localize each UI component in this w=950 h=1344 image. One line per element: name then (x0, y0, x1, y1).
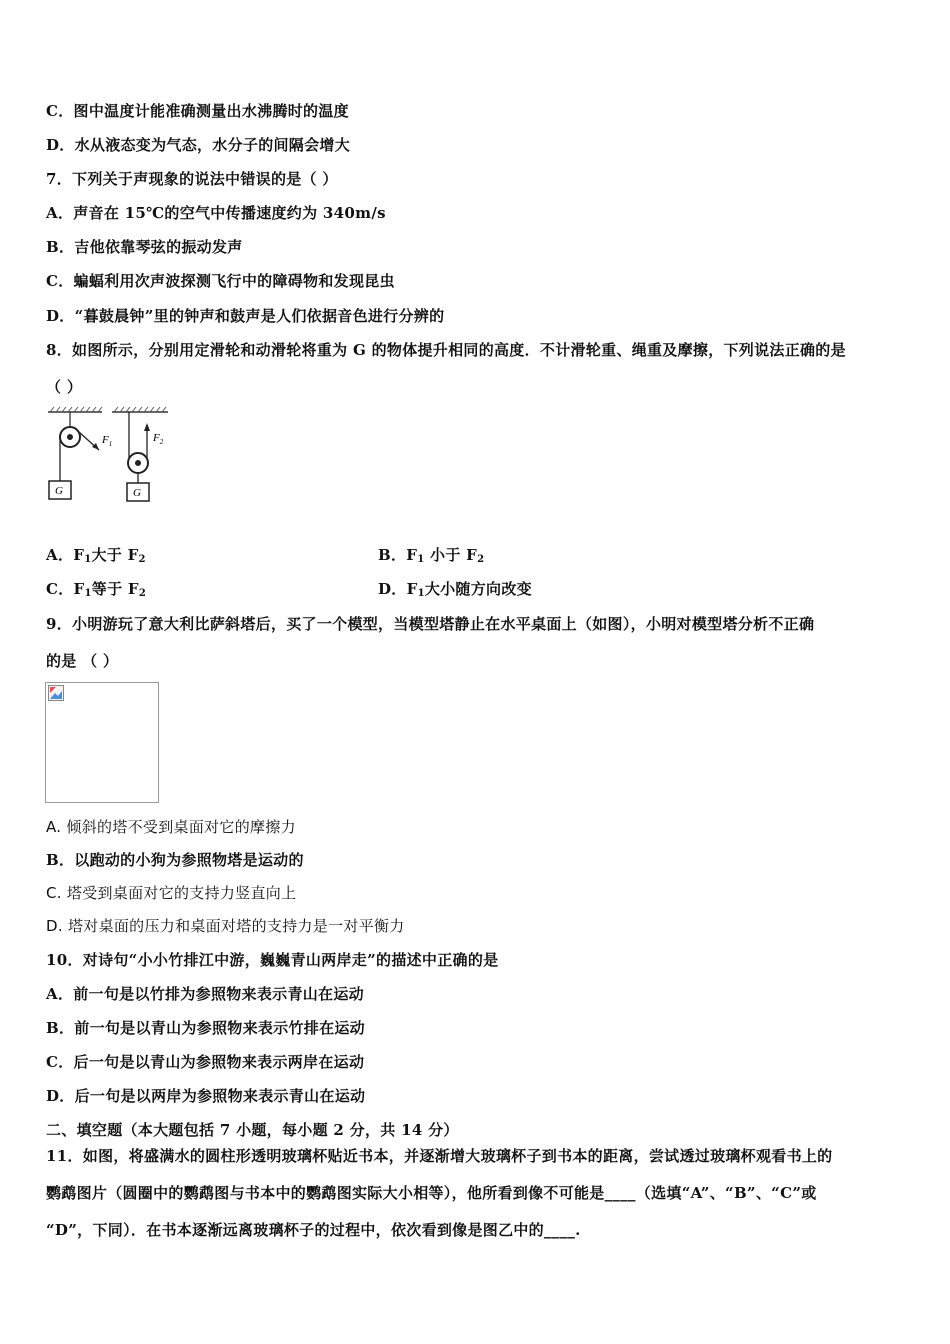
q10-option-c: C．后一句是以青山为参照物来表示两岸在运动 (46, 1053, 365, 1071)
q7-option-a: A．声音在 15℃的空气中传播速度约为 340m/s (46, 204, 386, 222)
q9-stem-line1: 9．小明游玩了意大利比萨斜塔后，买了一个模型，当模型塔静止在水平桌面上（如图），小明对模型塔分析不正确 (46, 615, 815, 633)
weight-left-label: G (55, 485, 63, 497)
q9-option-a: A. 倾斜的塔不受到桌面对它的摩擦力 (46, 818, 296, 836)
q11-line3: “D”，下同）．在书本逐渐远离玻璃杯子的过程中，依次看到像是图乙中的____. (46, 1221, 581, 1239)
movable-pulley (128, 412, 150, 483)
right-ceiling (112, 407, 168, 412)
q10-option-d: D．后一句是以两岸为参照物来表示青山在运动 (46, 1087, 366, 1105)
q9-option-b: B．以跑动的小狗为参照物塔是运动的 (46, 851, 304, 869)
left-ceiling (48, 407, 102, 412)
q7-option-d: D．“暮鼓晨钟”里的钟声和鼓声是人们依据音色进行分辨的 (46, 307, 445, 325)
q9-option-c: C. 塔受到桌面对它的支持力竖直向上 (46, 884, 297, 902)
tower-model-image-placeholder (45, 682, 159, 803)
force-f1-label: $F_1$ (102, 434, 113, 448)
q9-option-d: D. 塔对桌面的压力和桌面对塔的支持力是一对平衡力 (46, 917, 405, 935)
weight-right-label: G (133, 487, 141, 499)
q7-option-c: C．蝙蝠利用次声波探测飞行中的障碍物和发现昆虫 (46, 272, 395, 290)
q10-option-a: A．前一句是以竹排为参照物来表示青山在运动 (46, 985, 364, 1003)
broken-image-icon (48, 685, 64, 701)
q6-option-c: C．图中温度计能准确测量出水沸腾时的温度 (46, 102, 349, 120)
q7-stem: 7．下列关于声现象的说法中错误的是（ ） (46, 170, 338, 188)
q11-line2: 鹦鹉图片（圆圈中的鹦鹉图与书本中的鹦鹉图实际大小相等），他所看到像不可能是____（选填“A”、“B”、“C”或 (46, 1184, 817, 1202)
q11-line1: 11．如图，将盛满水的圆柱形透明玻璃杯贴近书本，并逐渐增大玻璃杯子到书本的距离，尝试透过玻璃杯观看书上的 (46, 1147, 833, 1165)
force-f2-label: $F_2$ (153, 432, 164, 446)
q10-stem: 10．对诗句“小小竹排江中游，巍巍青山两岸走”的描述中正确的是 (46, 951, 499, 969)
q8-option-d: D．$F_1$大小随方向改变 (378, 580, 532, 599)
pulley-diagram (44, 405, 178, 509)
q8-stem-line1: 8．如图所示，分别用定滑轮和动滑轮将重为 G 的物体提升相同的高度．不计滑轮重、绳重及摩擦，下列说法正确的是 (46, 341, 846, 359)
section2-heading: 二、填空题（本大题包括 7 小题，每小题 2 分，共 14 分） (46, 1121, 459, 1139)
q7-option-b: B．吉他依靠琴弦的振动发声 (46, 238, 243, 256)
q6-option-d: D．水从液态变为气态，水分子的间隔会增大 (46, 136, 351, 154)
q8-option-a: A．$F_1$大于 $F_2$ (46, 546, 146, 565)
fixed-pulley (60, 412, 99, 481)
q8-option-c: C．$F_1$等于 $F_2$ (46, 580, 147, 599)
q8-option-b: B．$F_1$ 小于 $F_2$ (378, 546, 485, 565)
q10-option-b: B．前一句是以青山为参照物来表示竹排在运动 (46, 1019, 365, 1037)
q8-stem-line2: （ ） (46, 378, 83, 396)
q9-stem-line2: 的是 （ ） (46, 652, 119, 670)
